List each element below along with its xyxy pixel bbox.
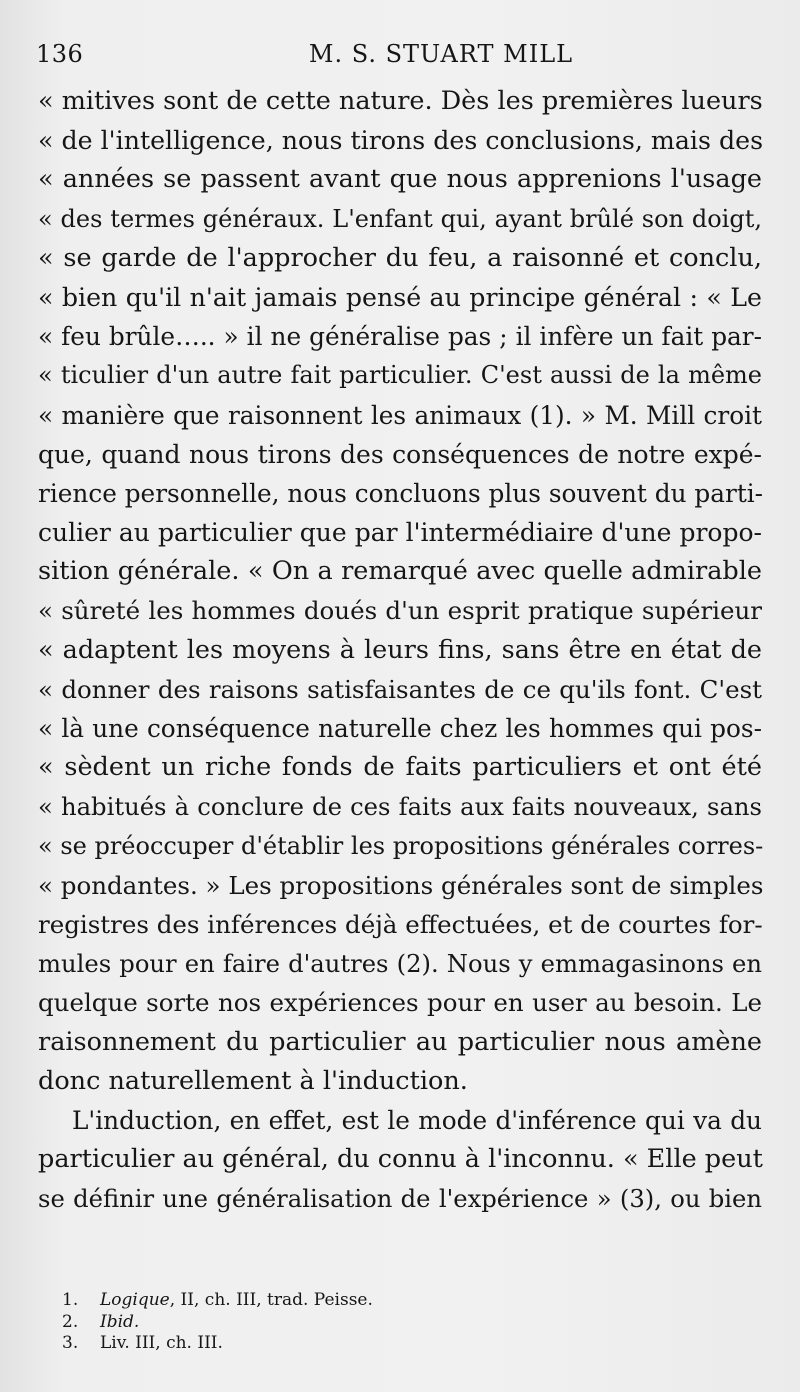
- text-line: « bien qu'il n'ait jamais pensé au principe général : « Le: [38, 282, 762, 312]
- running-head: M. S. STUART MILL: [308, 40, 574, 68]
- text-line: raisonnement du particulier au particulier nous amène: [38, 1026, 762, 1057]
- footnote-3: [62, 1333, 762, 1355]
- text-line: « mitives sont de cette nature. Dès les premières lueurs: [38, 86, 763, 116]
- text-line: culier au particulier que par l'intermédiaire d'une propo-: [38, 518, 762, 548]
- text-line: se définir une généralisation de l'expérience » (3), ou bien: [38, 1184, 762, 1214]
- footnote-reference: Liv. III, ch. III.: [100, 1333, 223, 1353]
- text-line: que, quand nous tirons des conséquences de notre expé-: [38, 439, 762, 469]
- footnote-title: Logique: [100, 1290, 170, 1310]
- text-line: « donner des raisons satisfaisantes de ce qu'ils font. C'est: [38, 674, 762, 704]
- text-line: registres des inférences déjà effectuées, et de courtes for-: [38, 909, 763, 939]
- text-line: donc naturellement à l'induction.: [38, 1065, 468, 1096]
- footnote-number: 1.: [62, 1290, 79, 1310]
- text-line: « sèdent un riche fonds de faits particuliers et ont été: [38, 752, 762, 783]
- text-line: « de l'intelligence, nous tirons des conclusions, mais des: [38, 126, 764, 156]
- footnote-number: 2.: [62, 1311, 79, 1332]
- text-line: « pondantes. » Les propositions générales sont de simples: [38, 870, 764, 900]
- paragraph-start-line: L'induction, en effet, est le mode d'inférence qui va du: [72, 1105, 762, 1135]
- text-line: « là une conséquence naturelle chez les hommes qui pos-: [38, 714, 762, 743]
- text-line: particulier au général, du connu à l'inconnu. « Elle peut: [38, 1144, 763, 1175]
- footnotes: [62, 1290, 762, 1355]
- text-line: quelque sorte nos expériences pour en user au besoin. Le: [38, 988, 762, 1018]
- text-line: « feu brûle….. » il ne généralise pas ; il infère un fait par-: [38, 322, 762, 352]
- page-number: 136: [36, 40, 84, 68]
- text-line: « manière que raisonnent les animaux (1). » M. Mill croit: [38, 400, 762, 430]
- text-line: « sûreté les hommes doués d'un esprit pratique supérieur: [38, 596, 762, 626]
- text-line: « années se passent avant que nous apprenions l'usage: [38, 164, 762, 195]
- text-line: « des termes généraux. L'enfant qui, ayant brûlé son doigt,: [38, 204, 762, 233]
- body-text: [38, 82, 762, 1218]
- footnote-2: [62, 1312, 762, 1334]
- text-line: « habitués à conclure de ces faits aux faits nouveaux, sans: [38, 792, 762, 822]
- footnote-title: Ibid.: [100, 1311, 140, 1332]
- footnote-1: [62, 1290, 762, 1312]
- text-line: rience personnelle, nous concluons plus souvent du parti-: [38, 478, 764, 508]
- text-line: sition générale. « On a remarqué avec quelle admirable: [38, 556, 762, 587]
- text-line: mules pour en faire d'autres (2). Nous y emmagasinons en: [38, 949, 762, 979]
- text-line: « se garde de l'approcher du feu, a raisonné et conclu,: [38, 242, 762, 273]
- footnote-number: 3.: [62, 1333, 79, 1353]
- page-header: [36, 40, 772, 74]
- text-line: « se préoccuper d'établir les propositions générales corres-: [38, 831, 764, 860]
- text-line: « adaptent les moyens à leurs fins, sans être en état de: [38, 634, 762, 665]
- text-line: « ticulier d'un autre fait particulier. C'est aussi de la même: [38, 361, 762, 390]
- footnote-reference: , II, ch. III, trad. Peisse.: [169, 1290, 373, 1310]
